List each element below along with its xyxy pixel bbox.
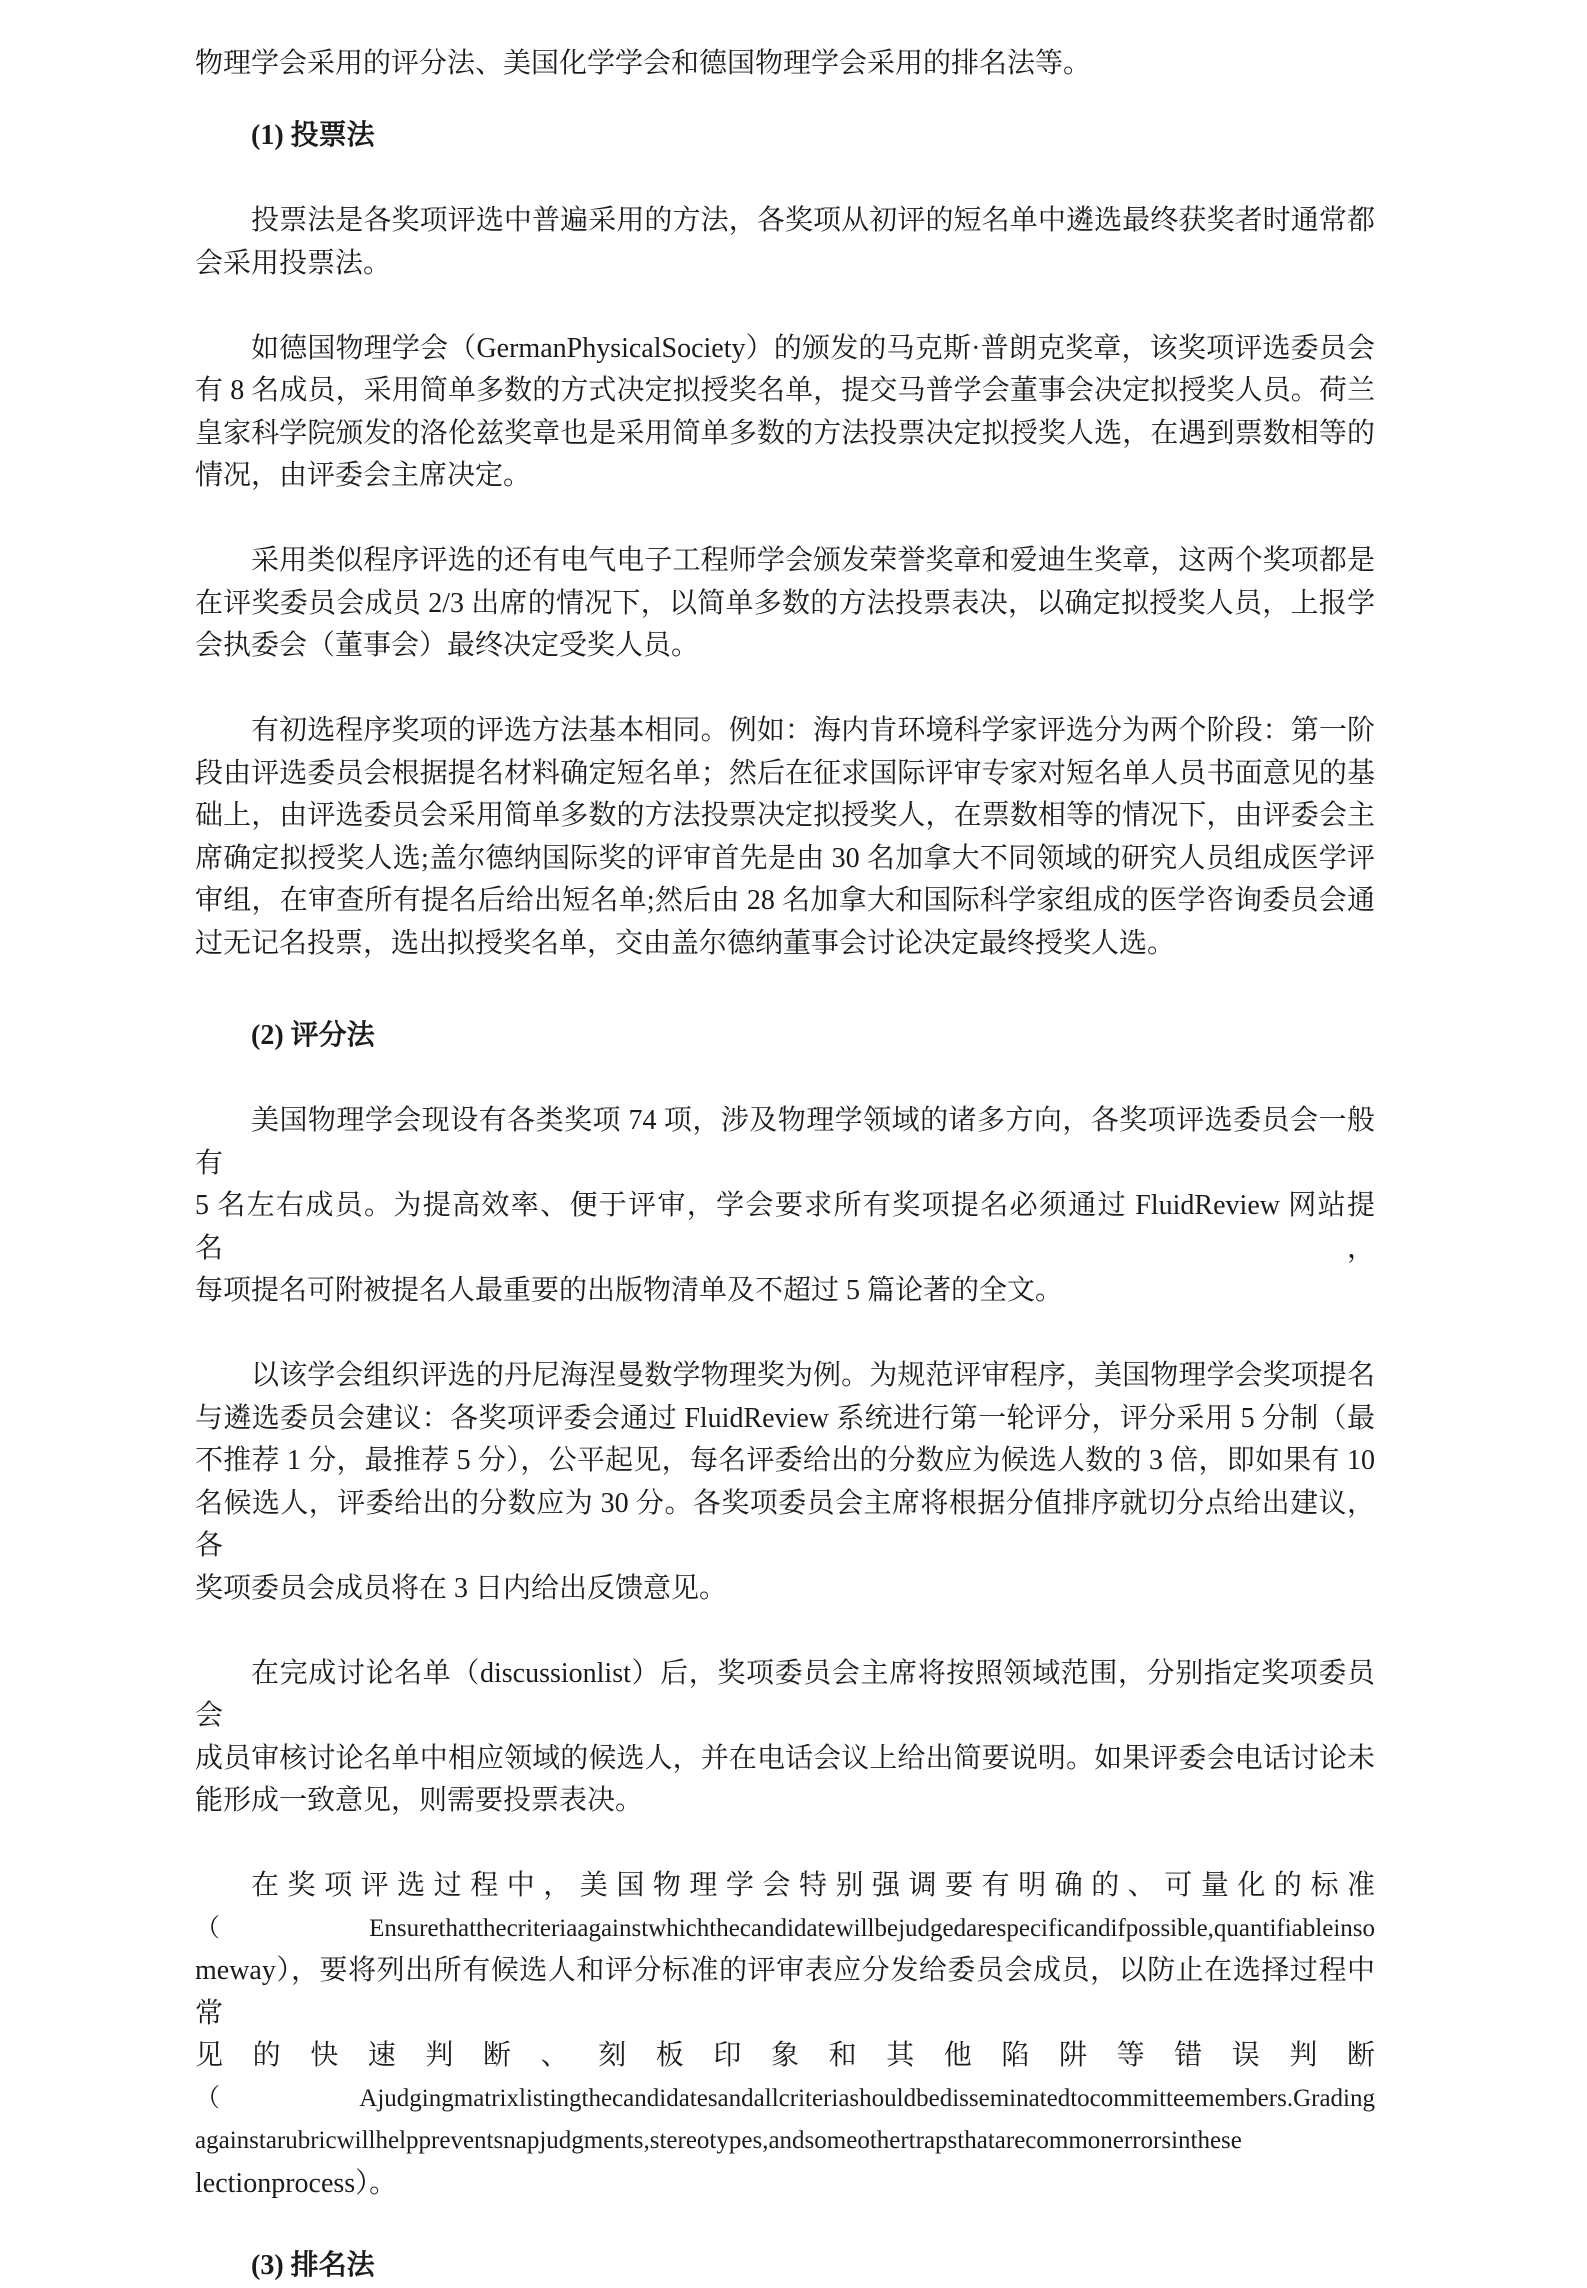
- text-line: 以该学会组织评选的丹尼海涅曼数学物理奖为例。为规范评审程序，美国物理学会奖项提名: [251, 1360, 1375, 1391]
- text-line: 名候选人，评委给出的分数应为 30 分。各奖项委员会主席将根据分值排序就切分点给出建议，各: [195, 1487, 1375, 1561]
- text-line: 有初选程序奖项的评选方法基本相同。例如：海内肯环境科学家评选分为两个阶段：第一阶: [251, 715, 1375, 746]
- paragraph: [195, 1865, 1375, 2205]
- section-1-heading: (1) 投票法: [251, 120, 375, 151]
- text-line: 在评奖委员会成员 2/3 出席的情况下，以简单多数的方法投票表决，以确定拟授奖人员，上报学: [195, 587, 1375, 619]
- text-line: 能形成一致意见，则需要投票表决。: [195, 1785, 644, 1816]
- document-page: [0, 43, 1587, 2288]
- text-line: againstarubricwillhelppreventsnapjudgments,stereotypes,andsomeothertrapsthatarecommonerrorsinthese: [195, 2127, 1242, 2154]
- text-line: 不推荐 1 分，最推荐 5 分），公平起见，每名评委给出的分数应为候选人数的 3 倍，即如果有 10: [195, 1445, 1375, 1476]
- section-2-heading: (2) 评分法: [251, 1020, 375, 1051]
- text-line: 物理学会采用的评分法、美国化学学会和德国物理学会采用的排名法等。: [195, 47, 1092, 79]
- text-line: 席确定拟授奖人选;盖尔德纳国际奖的评审首先是由 30 名加拿大不同领域的研究人员组成医学评: [195, 842, 1375, 874]
- text-line: （ Ensurethatthecriteriaagainstwhichthecandidatewillbejudgedarespecificandifpossible,quantifiableinso: [195, 1914, 1375, 1942]
- text-line: 会执委会（董事会）最终决定受奖人员。: [195, 630, 700, 661]
- text-line: 每项提名可附被提名人最重要的出版物清单及不超过 5 篇论著的全文。: [195, 1275, 1064, 1306]
- paragraph: [195, 1653, 1375, 1823]
- paragraph: [195, 1355, 1375, 1610]
- text-line: meway），要将列出所有候选人和评分标准的评审表应分发给委员会成员，以防止在选择过程中常: [195, 1955, 1375, 2029]
- text-line: （ Ajudgingmatrixlistingthecandidatesandallcriteriashouldbedisseminatedtocommitteemembers.Grading: [195, 2084, 1375, 2112]
- text-line: 础上，由评选委员会采用简单多数的方法投票决定拟授奖人，在票数相等的情况下，由评委会主: [195, 800, 1375, 831]
- text-line: 会采用投票法。: [195, 247, 392, 279]
- text-line: 采用类似程序评选的还有电气电子工程师学会颁发荣誉奖章和爱迪生奖章，这两个奖项都是: [251, 545, 1375, 576]
- text-line: 过无记名投票，选出拟授奖名单，交由盖尔德纳董事会讨论决定最终授奖人选。: [195, 927, 1176, 959]
- text-line: 5 名左右成员。为提高效率、便于评审，学会要求所有奖项提名必须通过 FluidReview 网站提名，: [195, 1190, 1375, 1264]
- paragraph: [195, 328, 1375, 498]
- paragraph: [195, 710, 1375, 965]
- text-line: 投票法是各奖项评选中普遍采用的方法，各奖项从初评的短名单中遴选最终获奖者时通常都: [251, 205, 1375, 236]
- paragraph: [195, 540, 1375, 668]
- text-line: 在完成讨论名单（discussionlist）后，奖项委员会主席将按照领域范围，分别指定奖项委员会: [195, 1657, 1375, 1731]
- text-line: 与遴选委员会建议：各奖项评委会通过 FluidReview 系统进行第一轮评分，评分采用 5 分制（最: [195, 1402, 1375, 1434]
- text-line: 皇家科学院颁发的洛伦兹奖章也是采用简单多数的方法投票决定拟授奖人选，在遇到票数相等的: [195, 417, 1375, 449]
- text-line: 有 8 名成员，采用简单多数的方式决定拟授奖名单，提交马普学会董事会决定拟授奖人员。荷兰: [195, 375, 1375, 406]
- text-line: 审组，在审查所有提名后给出短名单;然后由 28 名加拿大和国际科学家组成的医学咨询委员会通: [195, 885, 1375, 916]
- paragraph: [195, 200, 1375, 285]
- text-line: 奖项委员会成员将在 3 日内给出反馈意见。: [195, 1572, 728, 1604]
- text-line: 在奖项评选过程中，美国物理学会特别强调要有明确的、可量化的标准: [251, 1870, 1375, 1901]
- text-line: 成员审核讨论名单中相应领域的候选人，并在电话会议上给出简要说明。如果评委会电话讨论未: [195, 1742, 1375, 1774]
- text-line: 情况，由评委会主席决定。: [195, 460, 532, 491]
- intro-paragraph: [195, 43, 1375, 86]
- text-line: lectionprocess）。: [195, 2167, 398, 2199]
- text-line: 如德国物理学会（GermanPhysicalSociety）的颁发的马克斯·普朗克奖章，该奖项评选委员会: [251, 332, 1375, 364]
- text-line: 见的快速判断、刻板印象和其他陷阱等错误判断: [195, 2040, 1375, 2071]
- text-line: 段由评选委员会根据提名材料确定短名单；然后在征求国际评审专家对短名单人员书面意见的基: [195, 757, 1375, 789]
- text-line: 美国物理学会现设有各类奖项 74 项，涉及物理学领域的诸多方向，各奖项评选委员会一般有: [195, 1105, 1375, 1179]
- paragraph: [195, 1100, 1375, 1313]
- section-3-heading: (3) 排名法: [251, 2250, 375, 2281]
